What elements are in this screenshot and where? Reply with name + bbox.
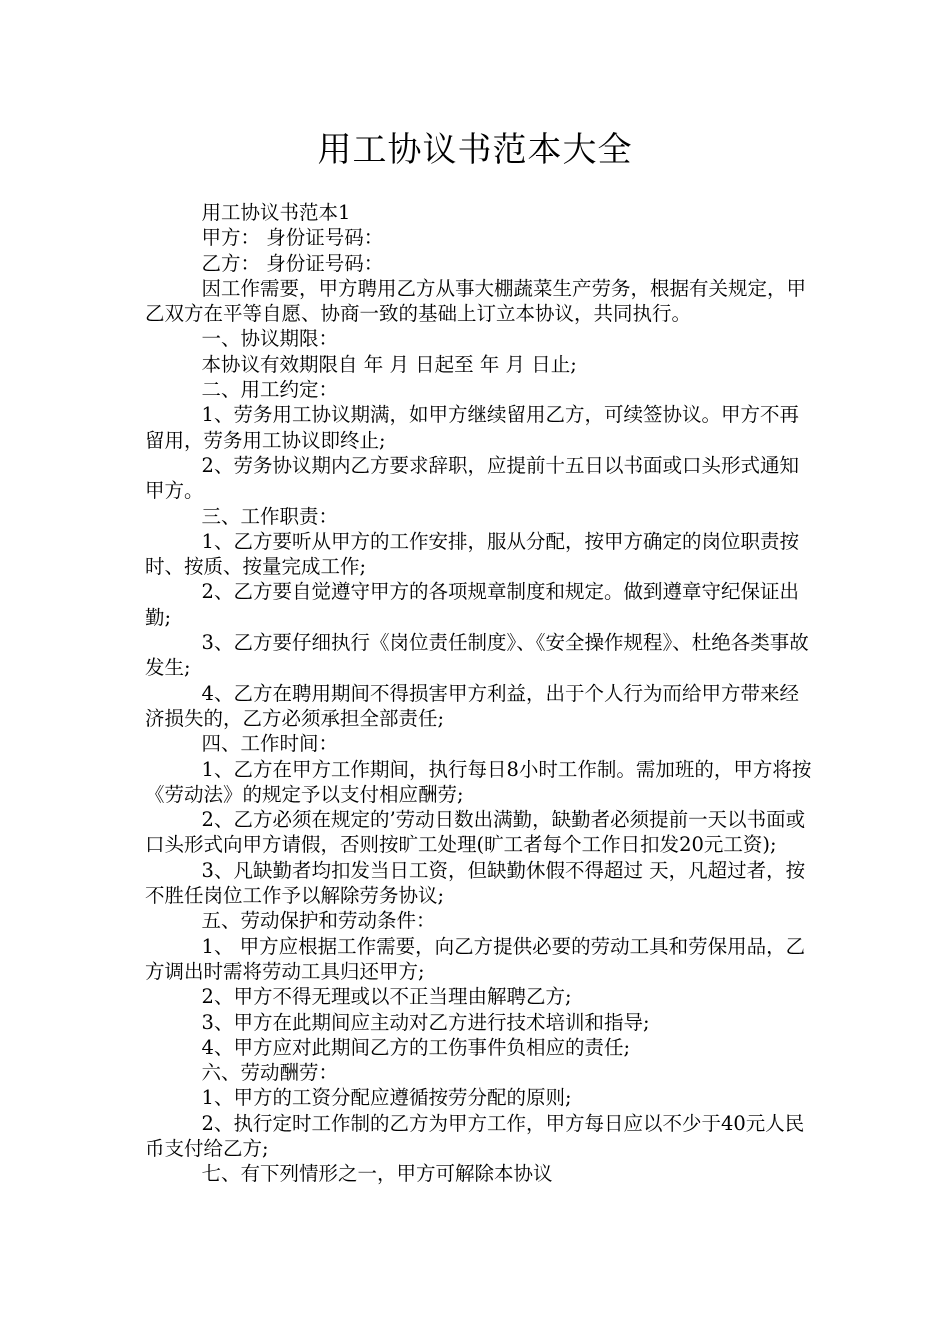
paragraph: 六、劳动酬劳： <box>201 1061 339 1085</box>
paragraph: 2、执行定时工作制的乙方为甲方工作，甲方每日应以不少于40元人民币支付给乙方; <box>145 1111 805 1160</box>
paragraph: 1、甲方的工资分配应遵循按劳分配的原则; <box>201 1086 572 1110</box>
paragraph: 1、乙方要听从甲方的工作安排，服从分配，按甲方确定的岗位职责按时、按质、按量完成工作; <box>145 529 799 579</box>
paragraph: 2、乙方必须在规定的’劳动日数出满勤，缺勤者必须提前一天以书面或口头形式向甲方请假，否则按旷工处理(旷工者每个工作日扣发20元工资); <box>145 808 806 857</box>
paragraph: 3、甲方在此期间应主动对乙方进行技术培训和指导; <box>201 1010 650 1034</box>
document-body <box>145 200 813 1187</box>
paragraph: 七、有下列情形之一，甲方可解除本协议 <box>201 1162 553 1186</box>
paragraph: 3、乙方要仔细执行《岗位责任制度》、《安全操作规程》、杜绝各类事故发生; <box>145 631 809 680</box>
paragraph: 4、乙方在聘用期间不得损害甲方利益，出于个人行为而给甲方带来经济损失的，乙方必须承担全部责任; <box>145 681 799 730</box>
paragraph: 本协议有效期限自 年 月 日起至 年 月 日止; <box>201 352 577 376</box>
paragraph: 三、工作职责： <box>201 504 339 528</box>
paragraph: 2、甲方不得无理或以不正当理由解聘乙方; <box>201 985 572 1009</box>
paragraph: 1、劳务用工协议期满，如甲方继续留用乙方，可续签协议。甲方不再留用，劳务用工协议即终止; <box>145 403 799 452</box>
paragraph: 用工协议书范本1 <box>201 201 351 224</box>
document-title: 用工协议书范本大全 <box>317 130 633 170</box>
paragraph: 3、凡缺勤者均扣发当日工资，但缺勤休假不得超过 天，凡超过者，按不胜任岗位工作予以解除劳务协议; <box>145 858 806 908</box>
paragraph: 1、 甲方应根据工作需要，向乙方提供必要的劳动工具和劳保用品，乙方调出时需将劳动工具归还甲方; <box>145 934 806 983</box>
paragraph: 一、协议期限： <box>201 327 339 351</box>
paragraph: 五、劳动保护和劳动条件： <box>201 909 436 933</box>
paragraph: 乙方： 身份证号码： <box>201 251 384 275</box>
paragraph: 2、乙方要自觉遵守甲方的各项规章制度和规定。做到遵章守纪保证出勤; <box>145 580 799 629</box>
paragraph: 1、乙方在甲方工作期间，执行每日8小时工作制。需加班的，甲方将按《劳动法》的规定予以支付相应酬劳; <box>145 757 812 806</box>
paragraph: 二、用工约定： <box>201 378 339 402</box>
paragraph: 四、工作时间： <box>201 732 339 756</box>
paragraph: 2、劳务协议期内乙方要求辞职，应提前十五日以书面或口头形式通知甲方。 <box>145 453 799 503</box>
paragraph: 因工作需要，甲方聘用乙方从事大棚蔬菜生产劳务，根据有关规定，甲乙双方在平等自愿、协商一致的基础上订立本协议，共同执行。 <box>145 276 807 326</box>
paragraph: 甲方： 身份证号码： <box>201 226 384 250</box>
paragraph: 4、甲方应对此期间乙方的工伤事件负相应的责任; <box>201 1035 631 1059</box>
